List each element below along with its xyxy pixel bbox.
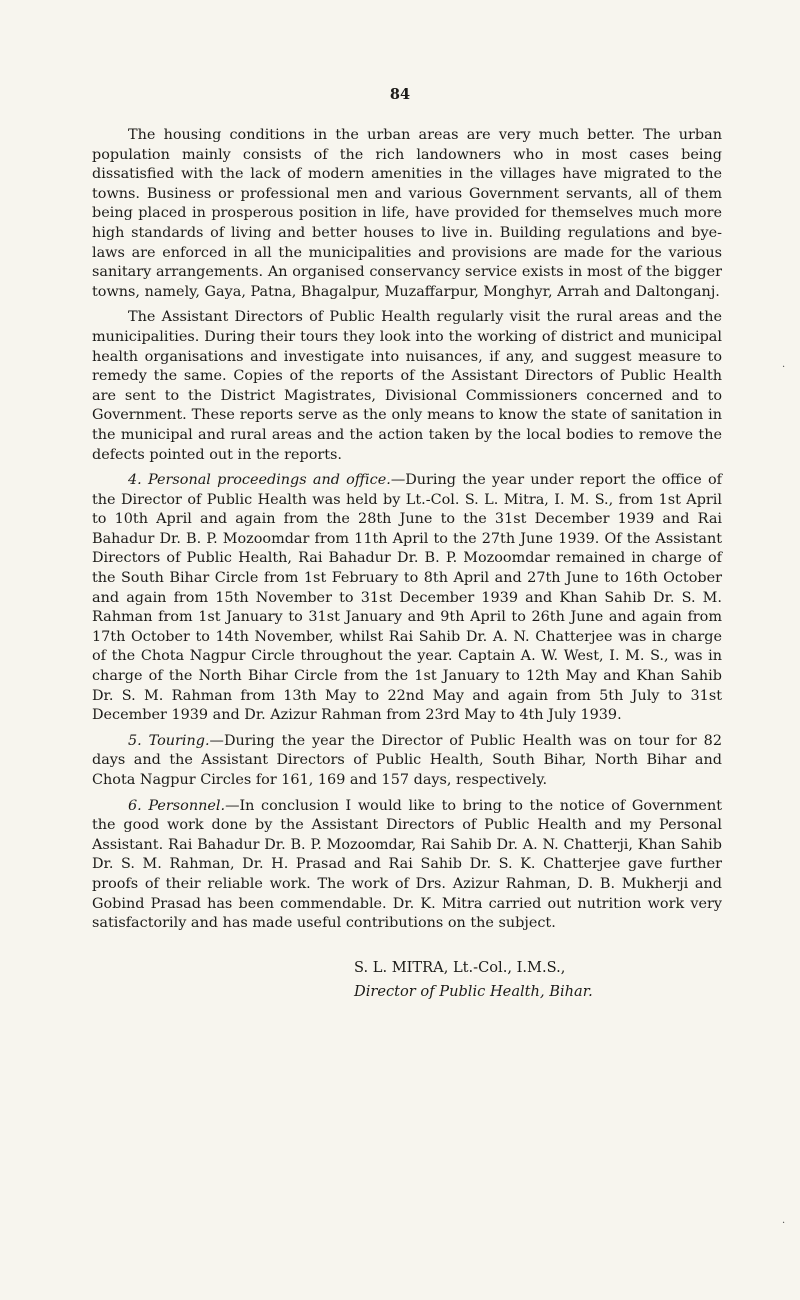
report-body [92, 126, 722, 934]
paragraph-heading: 5. Touring. [128, 732, 210, 749]
margin-speck: · [782, 362, 786, 373]
paragraph-text: The Assistant Directors of Public Health regularly visit the rural areas and the municipalities. During their tours they look into the working of district and municipal health organisations and investigate into nuisances, if any, and suggest measure to remedy the same. Copies of the reports of the Assistant Directors of Public Health are sent to the District Magistrates, Divisional Commissioners concerned and to Government. These reports serve as the only means to know the state of sanitation in the municipal and rural areas and the action taken by the local bodies to remove the defects pointed out in the reports. [92, 309, 722, 463]
paragraph-assistant-directors-visits [92, 308, 722, 465]
paragraph-text: —During the year the Director of Public Health was on tour for 82 days and the Assistant Directors of Public Health, South Bihar, North Bihar and Chota Nagpur Circles for 161, 169 and 157 days, respectively. [92, 732, 722, 788]
paragraph-text: The housing conditions in the urban areas are very much better. The urban population mainly consists of the rich landowners who in most cases being dissatisfied with the lack of modern amenities in the villages have migrated to the towns. Business or professional men and various Government servants, all of them being placed in prosperous position in life, have provided for themselves much more high standards of living and better houses to live in. Building regulations and bye-laws are enforced in all the municipalities and provisions are made for the various sanitary arrangements. An organised conservancy service exists in most of the bigger towns, namely, Gaya, Patna, Bhagalpur, Muzaffarpur, Monghyr, Arrah and Daltonganj. [92, 127, 722, 300]
paragraph-urban-housing [92, 126, 722, 302]
paragraph-text: —During the year under report the office of the Director of Public Health was held by Lt.-Col. S. L. Mitra, I. M. S., from 1st April to 10th April and again from the 28th June to the 31st December 1939 and Rai Bahadur Dr. B. P. Mozoomdar from 11th April to the 27th June 1939. Of the Assistant Directors of Public Health, Rai Bahadur Dr. B. P. Mozoomdar remained in charge of the South Bihar Circle from 1st February to 8th April and 27th June to 16th October and again from 15th November to 31st December 1939 and Khan Sahib Dr. S. M. Rahman from 1st January to 31st January and 9th April to 26th June and again from 17th October to 14th November, whilst Rai Sahib Dr. A. N. Chatterjee was in charge of the Chota Nagpur Circle throughout the year. Captain A. W. West, I. M. S., was in charge of the North Bihar Circle from the 1st January to 12th May and Khan Sahib Dr. S. M. Rahman from 13th May to 22nd May and again from 5th July to 31st December 1939 and Dr. Azizur Rahman from 23rd May to 4th July 1939. [92, 472, 722, 724]
margin-speck: · [782, 1218, 786, 1229]
page-number: 84 [389, 86, 411, 103]
signatory-name: S. L. MITRA, Lt.-Col., I.M.S., [354, 958, 566, 976]
paragraph-heading: 6. Personnel. [128, 797, 226, 814]
paragraph-touring [92, 732, 722, 791]
paragraph-heading: 4. Personal proceedings and office. [128, 472, 391, 489]
signatory-title: Director of Public Health, Bihar. [354, 982, 593, 1000]
signature-block [354, 956, 722, 1004]
paragraph-text: —In conclusion I would like to bring to the notice of Government the good work done by the Assistant Directors of Public Health and my Personal Assistant. Rai Bahadur Dr. B. P. Mozoomdar, Rai Sahib Dr. A. N. Chatterji, Khan Sahib Dr. S. M. Rahman, Dr. H. Prasad and Rai Sahib Dr. S. K. Chatterjee gave further proofs of their reliable work. The work of Drs. Azizur Rahman, D. B. Mukherji and Gobind Prasad has been commendable. Dr. K. Mitra carried out nutrition work very satisfactorily and has made useful contributions on the subject. [92, 797, 723, 932]
paragraph-personnel [92, 797, 722, 934]
paragraph-personal-proceedings [92, 471, 722, 726]
